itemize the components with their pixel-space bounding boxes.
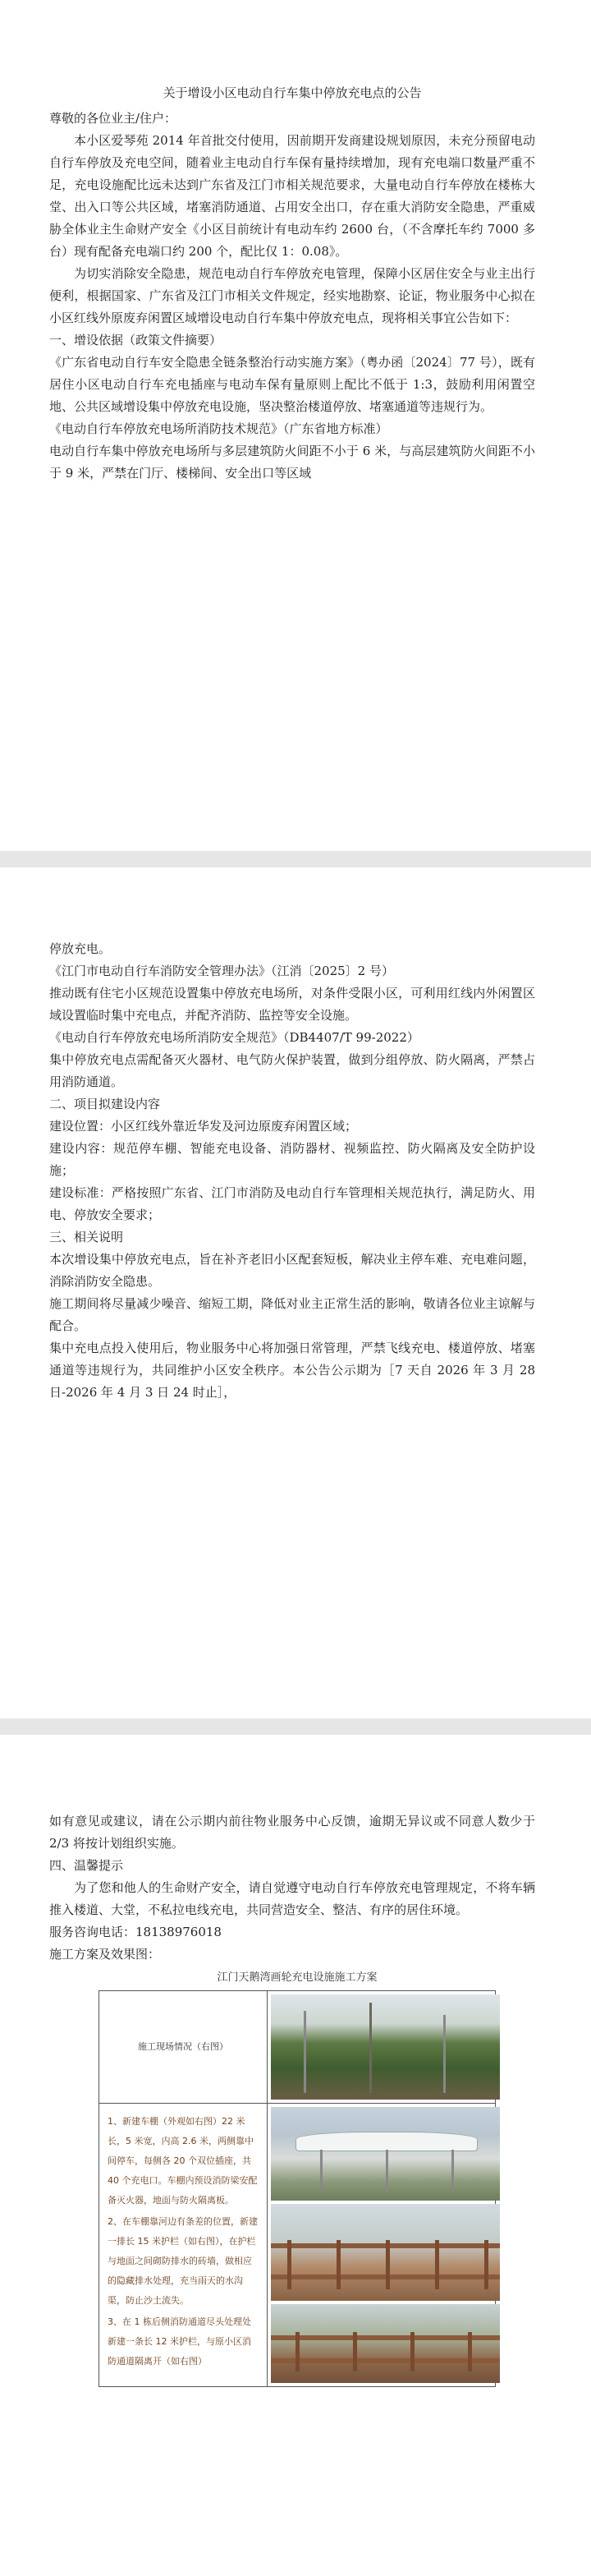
paragraph: 本小区爱琴苑 2014 年首批交付使用，因前期开发商建设规划原因，未充分预留电动自行车停放及充电空间，随着业主电动自行车保有量持续增加，现有充电端口数量严重不足，充电设施配比远未达到广东省及江门市相关规范要求，大量电动自行车停放在楼栋大堂、出入口等公共区域，堵塞消防通道、占用安全出口，存在重大消防安全隐患，严重威胁全体业主生命财产安全《小区目前统计有电动车约 2600 台，（不含摩托车约 7000 多台）现有配备充电端口约 200 个，配比仅 1：0.08》。	[49, 133, 535, 259]
build-location: 建设位置：小区红线外靠近华发及河边原废弃闲置区域；	[49, 1119, 358, 1134]
plan-item: 2、在车棚靠河边有条差的位置，新建一排长 15 米护栏（如右图），在护栏与地面之间砌防排水的砖墙，做相应的隐藏排水处理，充当雨天的水沟渠，防止沙土流失。	[108, 2216, 258, 2306]
construction-plan	[98, 1969, 496, 2387]
page-1	[0, 0, 591, 851]
plan-table	[98, 1990, 496, 2387]
plan-item: 3、在 1 栋后侧消防通道尽头处理处新建一条长 12 米护栏，与原小区消防通道隔离开（如右图）	[108, 2316, 251, 2367]
policy-doc-title: 《电动自行车停放充电场所消防安全规范》（DB4407/T 99-2022）	[49, 1030, 419, 1045]
policy-doc-title: 《电动自行车停放充电场所消防技术规范》（广东省地方标准）	[49, 421, 388, 436]
paragraph: 如有意见或建议，请在公示期内前往物业服务中心反馈，逾期无异议或不同意人数少于 2/3 将按计划组织实施。	[49, 1814, 535, 1851]
service-phone: 服务咨询电话：18138976018	[49, 1925, 222, 1939]
policy-doc-title: 《广东省电动自行车安全隐患全链条整治行动实施方案》（粤办函〔2024〕77 号），既有居住小区电动自行车充电插座与电动车保有量原则上配比不低于 1:3，鼓励利用闲置空地、公共区域增设集中停放充电设施，坚决整治楼道停放、堵塞通道等违规行为。	[49, 355, 535, 414]
policy-doc-body: 推动既有住宅小区规范设置集中停放充电场所，对条件受限小区，可利用红线内外闲置区域设置临时集中充电点，并配齐消防、监控等安全设施。	[49, 986, 535, 1023]
build-standard: 建设标准：严格按照广东省、江门市消防及电动自行车管理相关规范执行，满足防火、用电、停放安全要求；	[49, 1185, 535, 1222]
greeting: 尊敬的各位业主/住户：	[49, 111, 177, 126]
section-heading: 三、相关说明	[49, 1230, 124, 1244]
page-2	[0, 867, 591, 1718]
paragraph: 停放充电。	[49, 941, 112, 956]
railing-photo	[271, 2304, 500, 2383]
section-heading: 二、项目拟建设内容	[49, 1097, 161, 1111]
paragraph: 为切实消除安全隐患，规范电动自行车停放充电管理，保障小区居住安全与业主出行便利，根据国家、广东省及江门市相关文件规定，经实地勘察、论证，物业服务中心拟在小区红线外原废弃闲置区域增设电动自行车集中停放充电点，现将相关事宜公告如下：	[49, 266, 535, 325]
canopy-photo	[271, 2107, 500, 2201]
policy-doc-body: 集中停放充电点需配备灭火器材、电气防火保护装置，做到分组停放、防火隔离，严禁占用消防通道。	[49, 1052, 535, 1089]
plan-item: 1、新建车棚（外观如右图）22 米长，5 米宽，内高 2.6 米，两侧靠中间停车，每侧各 20 个双位插座，共 40 个充电口。车棚内预设消防梁安配备灭火器，地面与防火隔离板。	[108, 2116, 258, 2206]
paragraph: 本次增设集中停放充电点，旨在补齐老旧小区配套短板，解决业主停车难、充电难问题，消除消防安全隐患。	[49, 1252, 535, 1289]
plan-label: 施工方案及效果图：	[49, 1947, 161, 1962]
policy-doc-body: 电动自行车集中停放充电场所与多层建筑防火间距不小于 6 米，与高层建筑防火间距不小于 9 米，严禁在门厅、楼梯间、安全出口等区域	[49, 444, 535, 481]
plan-table-title: 江门天鹅湾画轮充电设施施工方案	[217, 1971, 378, 1984]
section-heading: 四、温馨提示	[49, 1858, 124, 1873]
paragraph: 为了您和他人的生命财产安全，请自觉遵守电动自行车停放充电管理规定，不将车辆推入楼道、大堂，不私拉电线充电，共同营造安全、整洁、有序的居住环境。	[49, 1880, 535, 1917]
build-content: 建设内容：规范停车棚、智能充电设备、消防器材、视频监控、防火隔离及安全防护设施；	[49, 1141, 535, 1178]
site-photo	[271, 1994, 500, 2100]
photo-cell	[268, 1991, 496, 2104]
paragraph: 施工期间将尽量减少噪音、缩短工期，降低对业主正常生活的影响，敬请各位业主谅解与配合。	[49, 1296, 535, 1333]
page-3	[0, 1735, 591, 2576]
plan-head-cell: 施工现场情况（右图）	[99, 1991, 268, 2104]
policy-doc-title: 《江门市电动自行车消防安全管理办法》（江消〔2025〕2 号）	[49, 964, 394, 978]
fence-photo	[271, 2204, 500, 2301]
paragraph: 集中充电点投入使用后，物业服务中心将加强日常管理，严禁飞线充电、楼道停放、堵塞通道等违规行为，共同维护小区安全秩序。本公告公示期为［7 天自 2026 年 3 月 28 日-2026 年 4 月 3 日 24 时止］，	[49, 1341, 535, 1400]
section-heading: 一、增设依据（政策文件摘要）	[49, 333, 222, 347]
photo-cell	[268, 2104, 496, 2387]
notice-title: 关于增设小区电动自行车集中停放充电点的公告	[163, 85, 422, 100]
plan-items-cell	[99, 2104, 268, 2387]
